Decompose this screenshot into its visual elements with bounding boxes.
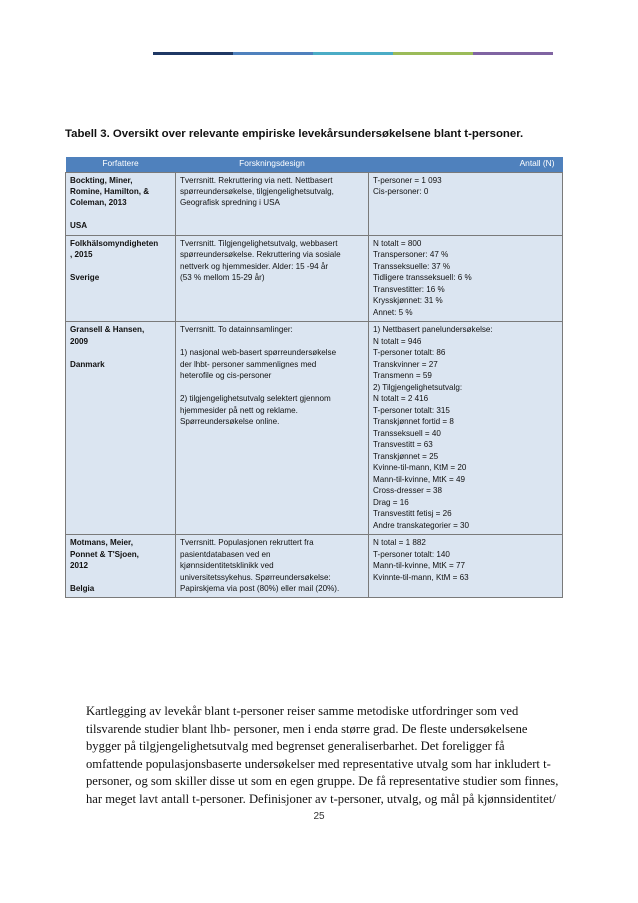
cell-line: Drag = 16: [373, 497, 409, 507]
table-row: [66, 172, 563, 235]
cell-line: Transkvinner = 27: [373, 359, 438, 369]
cell-line: Transvestitt fetisj = 26: [373, 509, 452, 519]
cell-line: Kvinnte-til-mann, KtM = 63: [373, 572, 469, 582]
cell-line: T-personer totalt: 86: [373, 348, 446, 358]
body-line: omfattende populasjonsbaserte undersøkelser med representative utvalg som har inkludert t-: [86, 756, 551, 771]
table-row: [66, 535, 563, 598]
cell-design: [176, 172, 369, 235]
cell-authors: [66, 322, 176, 535]
header-forskningsdesign: Forskningsdesign: [176, 157, 369, 172]
cell-authors: [66, 172, 176, 235]
cell-spacer: [180, 336, 364, 348]
cell-line: universitetssykehus. Spørreundersøkelse:: [180, 572, 331, 582]
color-bar-segment: [233, 52, 313, 55]
cell-line: Danmark: [70, 359, 105, 369]
cell-line: Papirskjema via post (80%) eller mail (20%).: [180, 583, 340, 593]
cell-count: [369, 535, 563, 598]
cell-authors: [66, 535, 176, 598]
body-paragraph: [86, 703, 566, 808]
cell-line: Cross-dresser = 38: [373, 486, 443, 496]
cell-line: der lhbt- personer sammenlignes med: [180, 359, 317, 369]
body-line: har meget lavt antall t-personer. Definisjoner av t-personer, utvalg, og mål på kjønnsidentitet/: [86, 791, 556, 806]
cell-line: T-personer = 1 093: [373, 175, 442, 185]
color-bar-segment: [153, 52, 233, 55]
cell-count: [369, 322, 563, 535]
cell-line: Spørreundersøkelse online.: [180, 417, 280, 427]
cell-line: Mann-til-kvinne, MtK = 77: [373, 561, 465, 571]
cell-line: spørreundersøkelse. Rekruttering via sosiale: [180, 250, 341, 260]
body-line: tilsvarende studier blant lhb- personer, men i enda større grad. De fleste undersøkelsene: [86, 721, 528, 736]
cell-design: [176, 322, 369, 535]
cell-count: [369, 235, 563, 321]
header-antall: Antall (N): [369, 157, 563, 172]
cell-line: N totalt = 946: [373, 336, 422, 346]
cell-line: Sverige: [70, 273, 100, 283]
cell-line: Ponnet & T'Sjoen,: [70, 549, 139, 559]
cell-line: heterofile og cis-personer: [180, 371, 272, 381]
cell-line: 2) tilgjengelighetsutvalg selektert gjennom: [180, 394, 331, 404]
cell-line: Transkjønnet = 25: [373, 451, 439, 461]
cell-line: Transkjønnet fortid = 8: [373, 417, 454, 427]
body-line: bygger på tilgjengelighetsutvalg med begrenset generaliserbarhet. Det foreligger få: [86, 739, 505, 753]
cell-line: Transseksuelle: 37 %: [373, 261, 451, 271]
header-color-bar: [153, 52, 553, 55]
cell-line: Annet: 5 %: [373, 307, 413, 317]
cell-line: pasientdatabasen ved en: [180, 549, 271, 559]
cell-line: Cis-personer: 0: [373, 186, 429, 196]
table-row: [66, 235, 563, 321]
cell-line: 1) Nettbasert panelundersøkelse:: [373, 325, 493, 335]
cell-line: spørreundersøkelse, tilgjengelighetsutvalg,: [180, 186, 334, 196]
cell-line: Transmenn = 59: [373, 371, 432, 381]
cell-line: Tverrsnitt. Populasjonen rekruttert fra: [180, 538, 314, 548]
cell-line: Tidligere transseksuell: 6 %: [373, 273, 472, 283]
cell-line: Transpersoner: 47 %: [373, 250, 449, 260]
cell-line: Coleman, 2013: [70, 198, 127, 208]
studies-table: [65, 157, 563, 598]
header-forfattere: Forfattere: [66, 157, 176, 172]
cell-line: Romine, Hamilton, &: [70, 186, 150, 196]
cell-spacer: [70, 261, 171, 273]
cell-line: 2009: [70, 336, 89, 346]
table-header-row: [66, 157, 563, 172]
cell-count: [369, 172, 563, 235]
table-title: Tabell 3. Oversikt over relevante empiriske levekårsundersøkelsene blant t-personer.: [65, 128, 524, 140]
cell-line: 2012: [70, 561, 89, 571]
cell-design: [176, 535, 369, 598]
cell-line: hjemmesider på nett og reklame.: [180, 405, 298, 415]
cell-line: T-personer totalt: 140: [373, 549, 450, 559]
cell-line: Transseksuell = 40: [373, 428, 441, 438]
page-number: 25: [313, 811, 325, 822]
cell-line: T-personer totalt: 315: [373, 405, 450, 415]
cell-spacer: [70, 572, 171, 584]
cell-authors: [66, 235, 176, 321]
cell-line: N total = 1 882: [373, 538, 426, 548]
cell-line: USA: [70, 221, 88, 231]
cell-line: Transvestitt = 63: [373, 440, 433, 450]
cell-line: Mann-til-kvinne, MtK = 49: [373, 474, 465, 484]
cell-line: Folkhälsomyndigheten: [70, 238, 159, 248]
cell-line: Bockting, Miner,: [70, 175, 133, 185]
cell-line: N totalt = 800: [373, 238, 422, 248]
cell-line: 2) Tilgjengelighetsutvalg:: [373, 382, 463, 392]
cell-line: Kvinne-til-mann, KtM = 20: [373, 463, 467, 473]
cell-line: 1) nasjonal web-basert spørreundersøkelse: [180, 348, 337, 358]
cell-line: , 2015: [70, 250, 93, 260]
cell-line: N totalt = 2 416: [373, 394, 429, 404]
cell-line: Tverrsnitt. Tilgjengelighetsutvalg, webbasert: [180, 238, 338, 248]
cell-line: nettverk og hjemmesider. Alder: 15 -94 år: [180, 261, 329, 271]
color-bar-segment: [393, 52, 473, 55]
cell-spacer: [180, 382, 364, 394]
cell-line: kjønnsidentitetsklinikk ved: [180, 561, 274, 571]
cell-spacer: [70, 347, 171, 359]
table-row: [66, 322, 563, 535]
cell-spacer: [70, 209, 171, 221]
color-bar-segment: [313, 52, 393, 55]
cell-line: (53 % mellom 15-29 år): [180, 273, 265, 283]
cell-line: Geografisk spredning i USA: [180, 198, 280, 208]
cell-line: Tverrsnitt. Rekruttering via nett. Nettbasert: [180, 175, 333, 185]
color-bar-segment: [473, 52, 553, 55]
cell-line: Tverrsnitt. To datainnsamlinger:: [180, 325, 293, 335]
cell-design: [176, 235, 369, 321]
body-line: Kartlegging av levekår blant t-personer reiser samme metodiske utfordringer som ved: [86, 704, 519, 718]
cell-line: Andre transkategorier = 30: [373, 520, 470, 530]
cell-line: Transvestitter: 16 %: [373, 284, 445, 294]
cell-line: Gransell & Hansen,: [70, 325, 145, 335]
cell-line: Krysskjønnet: 31 %: [373, 296, 443, 306]
body-line: personer, og som skiller disse ut som en egen gruppe. De få representative studier som finnes,: [86, 774, 559, 788]
cell-line: Motmans, Meier,: [70, 538, 133, 548]
cell-line: Belgia: [70, 584, 95, 593]
